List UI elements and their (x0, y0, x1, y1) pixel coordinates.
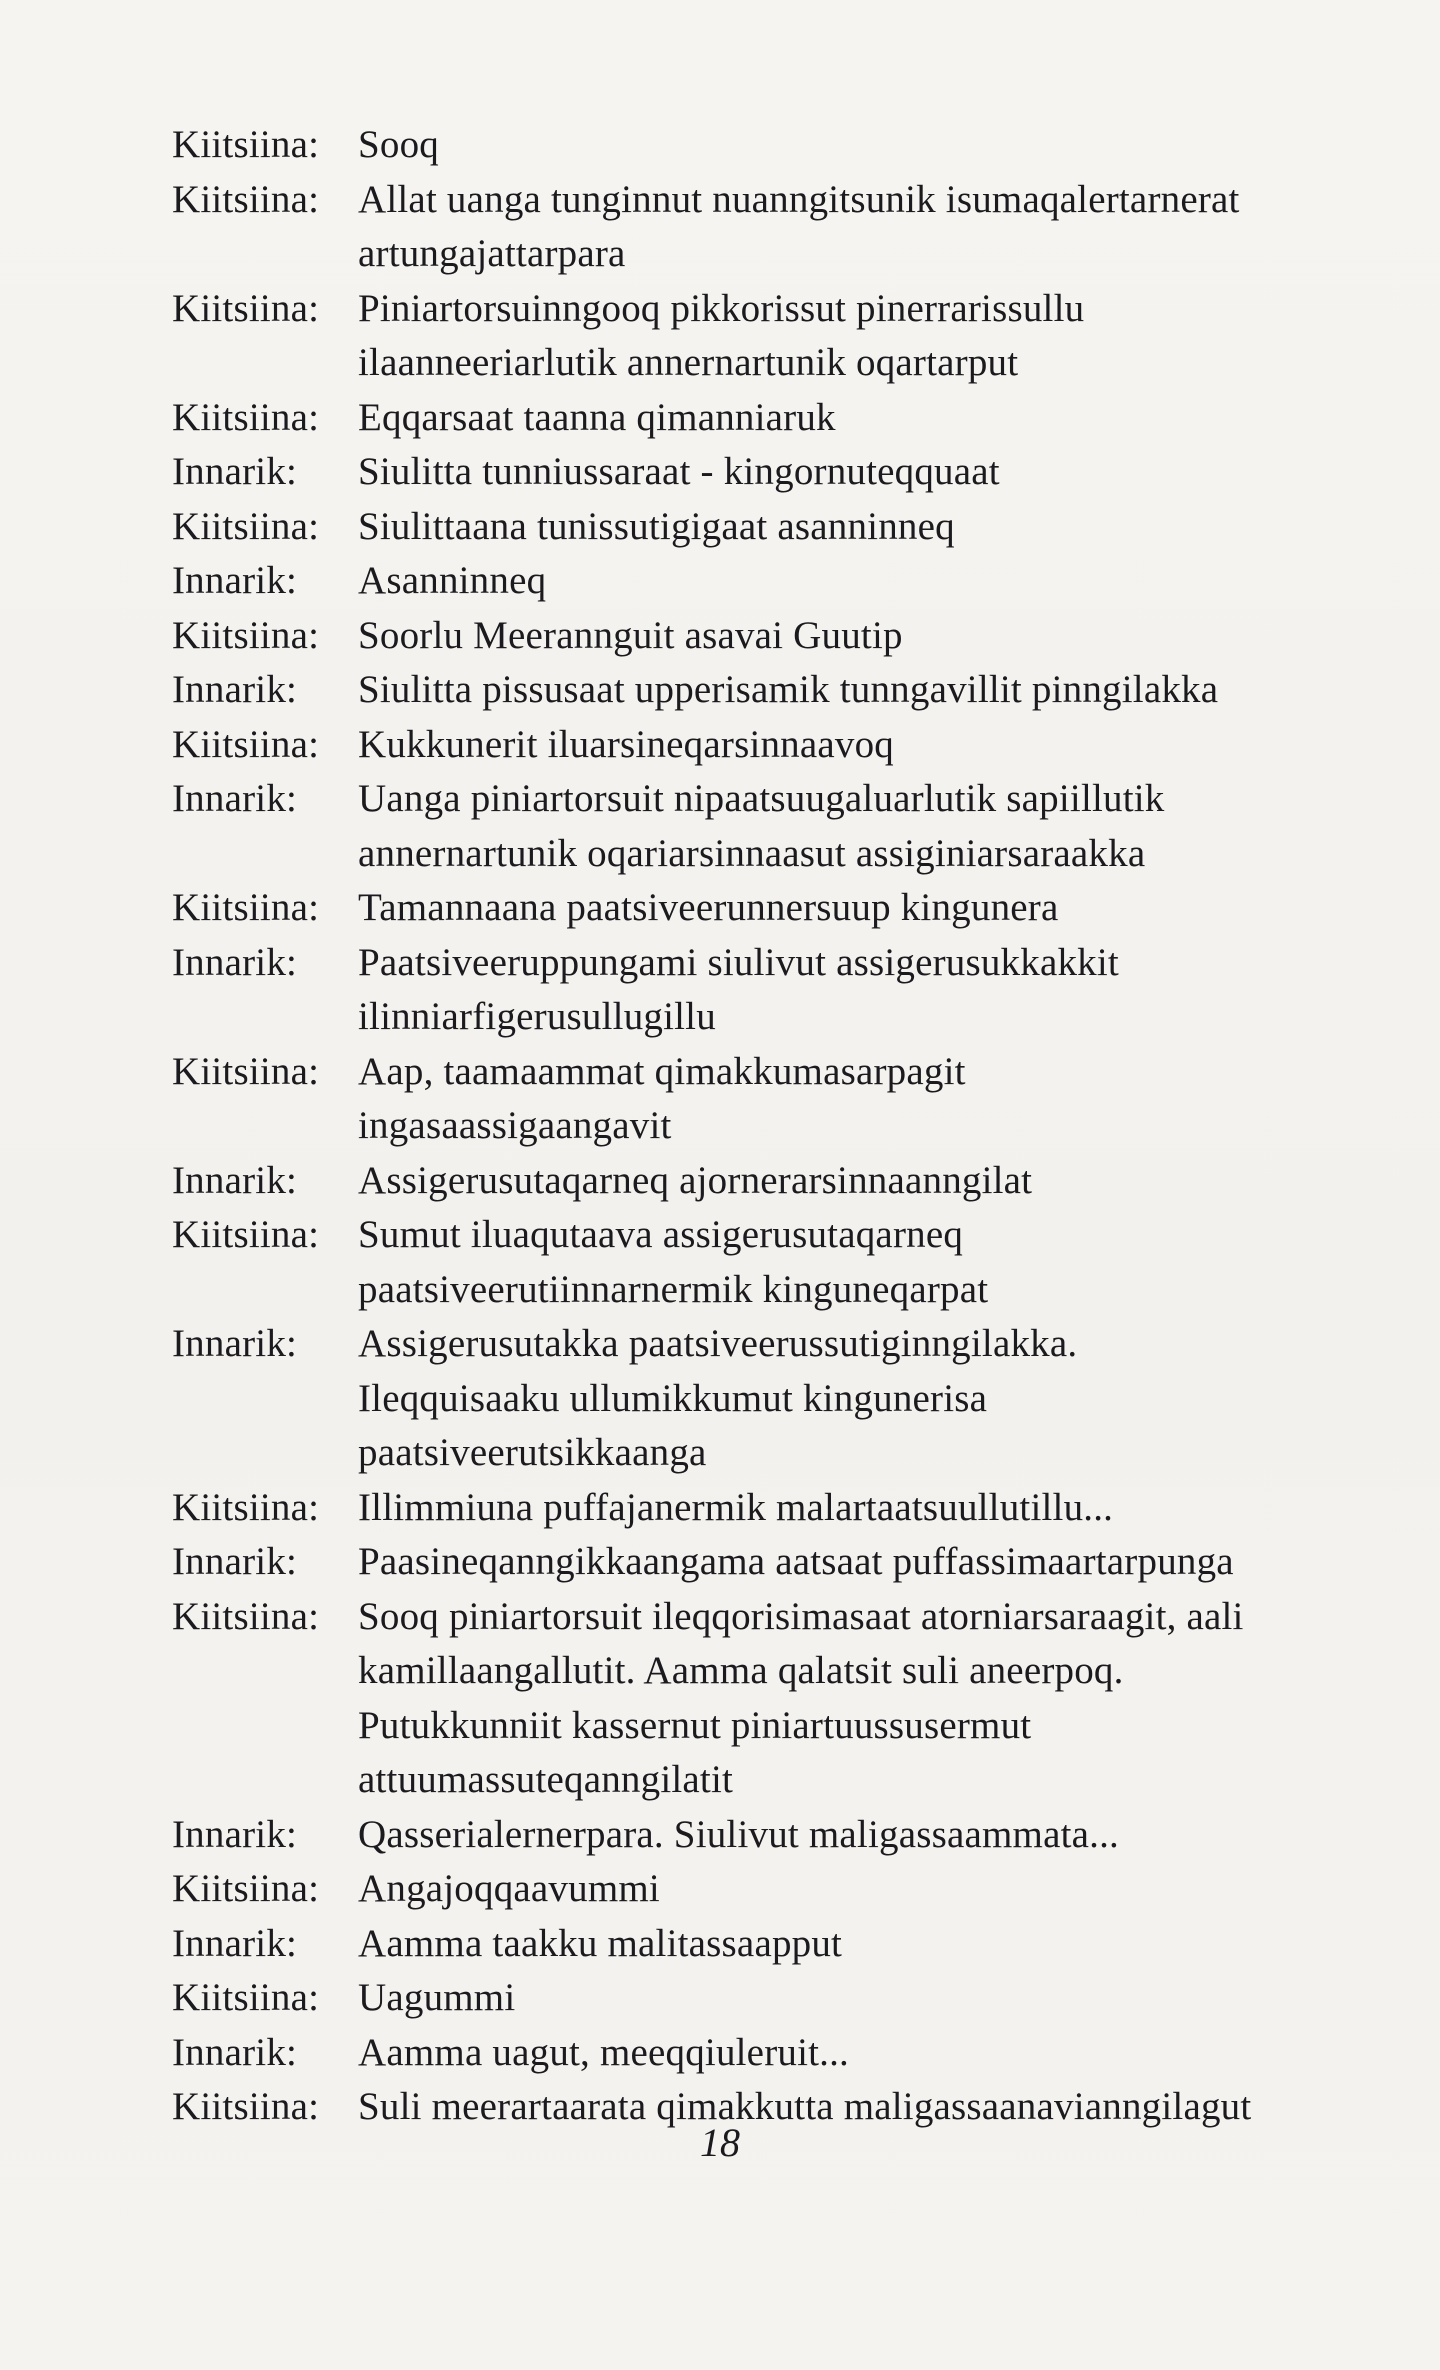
dialogue-line (172, 445, 1302, 500)
speaker-name: Kiitsiina: (172, 177, 320, 221)
speaker-name: Innarik: (172, 1322, 298, 1365)
dialogue-text: Uagummi (358, 1976, 516, 2019)
dialogue-text: Aamma taakku malitassaapput (358, 1921, 843, 1965)
speaker-name: Kiitsiina: (172, 1976, 320, 2019)
speaker-name: Innarik: (172, 1540, 298, 1583)
speaker-name: Kiitsiina: (172, 1867, 320, 1910)
dialogue-line (172, 1045, 1302, 1154)
speaker-name: Innarik: (172, 450, 298, 493)
dialogue-line (172, 881, 1302, 936)
dialogue-text: Eqqarsaat taanna qimanniaruk (358, 395, 836, 439)
dialogue-text: Soorlu Meerannguit asavai Guutip (358, 613, 903, 657)
dialogue-text: Asanninneq (358, 559, 547, 602)
speaker-name: Innarik: (172, 777, 298, 820)
dialogue-text: Angajoqqaavummi (358, 1867, 660, 1910)
dialogue-text: Piniartorsuinngooq pikkorissut pinerrarissullu ilaanneeriarlutik annernartunik oqartarput (358, 286, 1085, 384)
dialogue-line (172, 1808, 1302, 1863)
dialogue-text: Kukkunerit iluarsineqarsinnaavoq (358, 722, 895, 766)
dialogue-text: Sooq piniartorsuit ileqqorisimasaat atorniarsaraagit, aali kamillaangallutit. Aamma qalatsit suli aneerpoq. Putukkunniit kassernut piniartuussusermut attuumassuteqanngilatit (358, 1594, 1244, 1801)
dialogue-line (172, 1535, 1302, 1590)
dialogue-line (172, 500, 1302, 555)
dialogue-text: Uanga piniartorsuit nipaatsuugaluarlutik sapiillutik annernartunik oqariarsinnaasut assiginiarsaraakka (358, 777, 1165, 875)
dialogue-text: Illimmiuna puffajanermik malartaatsuullutillu... (358, 1485, 1114, 1529)
speaker-name: Kiitsiina: (172, 722, 320, 766)
dialogue-line (172, 282, 1302, 391)
dialogue-text: Siulitta tunniussaraat - kingornuteqquaat (358, 450, 1000, 493)
speaker-name: Kiitsiina: (172, 504, 320, 548)
dialogue-text: Allat uanga tunginnut nuanngitsunik isumaqalertarnerat artungajattarpara (358, 177, 1240, 275)
dialogue-line (172, 1917, 1302, 1972)
dialogue-text: Assigerusutakka paatsiveerussutiginngilakka. Ileqquisaaku ullumikkumut kingunerisa paatsiveerutsikkaanga (358, 1322, 1078, 1474)
dialogue-text: Qasserialernerpara. Siulivut maligassaammata... (358, 1812, 1119, 1856)
speaker-name: Kiitsiina: (172, 123, 320, 166)
dialogue-line (172, 118, 1302, 173)
speaker-name: Kiitsiina: (172, 613, 320, 657)
speaker-name: Kiitsiina: (172, 2085, 320, 2128)
dialogue-line (172, 391, 1302, 446)
speaker-name: Innarik: (172, 1158, 298, 1202)
dialogue-text: Siulitta pissusaat upperisamik tunngavillit pinngilakka (358, 668, 1219, 711)
speaker-name: Innarik: (172, 668, 298, 711)
dialogue-line (172, 663, 1302, 718)
dialogue-text: Siulittaana tunissutigigaat asanninneq (358, 504, 955, 548)
dialogue-line (172, 1971, 1302, 2026)
speaker-name: Kiitsiina: (172, 1213, 320, 1256)
dialogue-text: Paasineqanngikkaangama aatsaat puffassimaartarpunga (358, 1540, 1234, 1583)
dialogue-line (172, 1208, 1302, 1317)
speaker-name: Kiitsiina: (172, 395, 320, 439)
speaker-name: Kiitsiina: (172, 1594, 320, 1638)
dialogue-line (172, 1481, 1302, 1536)
speaker-name: Innarik: (172, 1812, 298, 1856)
dialogue-line (172, 2026, 1302, 2081)
dialogue-text: Assigerusutaqarneq ajornerarsinnaanngilat (358, 1158, 1033, 1202)
speaker-name: Kiitsiina: (172, 286, 320, 330)
dialogue-text: Tamannaana paatsiveerunnersuup kingunera (358, 886, 1059, 929)
speaker-name: Kiitsiina: (172, 886, 320, 929)
dialogue-text: Sooq (358, 123, 439, 166)
speaker-name: Innarik: (172, 1921, 298, 1965)
speaker-name: Kiitsiina: (172, 1485, 320, 1529)
dialogue-script (172, 118, 1302, 2135)
dialogue-line (172, 1154, 1302, 1209)
dialogue-text: Suli meerartaarata qimakkutta maligassaanavianngilagut (358, 2085, 1252, 2128)
dialogue-line (172, 554, 1302, 609)
page-number: 18 (700, 2120, 740, 2165)
dialogue-line (172, 609, 1302, 664)
speaker-name: Innarik: (172, 2030, 298, 2074)
speaker-name: Innarik: (172, 940, 298, 984)
dialogue-line (172, 772, 1302, 881)
dialogue-text: Aap, taamaammat qimakkumasarpagit ingasaassigaangavit (358, 1049, 966, 1147)
dialogue-text: Aamma uagut, meeqqiuleruit... (358, 2030, 849, 2074)
dialogue-line (172, 1590, 1302, 1808)
dialogue-line (172, 1317, 1302, 1481)
dialogue-line (172, 173, 1302, 282)
dialogue-line (172, 718, 1302, 773)
dialogue-line (172, 1862, 1302, 1917)
speaker-name: Innarik: (172, 559, 298, 602)
dialogue-line (172, 936, 1302, 1045)
dialogue-text: Paatsiveeruppungami siulivut assigerusukkakkit ilinniarfigerusullugillu (358, 940, 1119, 1038)
speaker-name: Kiitsiina: (172, 1049, 320, 1093)
dialogue-text: Sumut iluaqutaava assigerusutaqarneq paatsiveerutiinnarnermik kinguneqarpat (358, 1213, 989, 1311)
